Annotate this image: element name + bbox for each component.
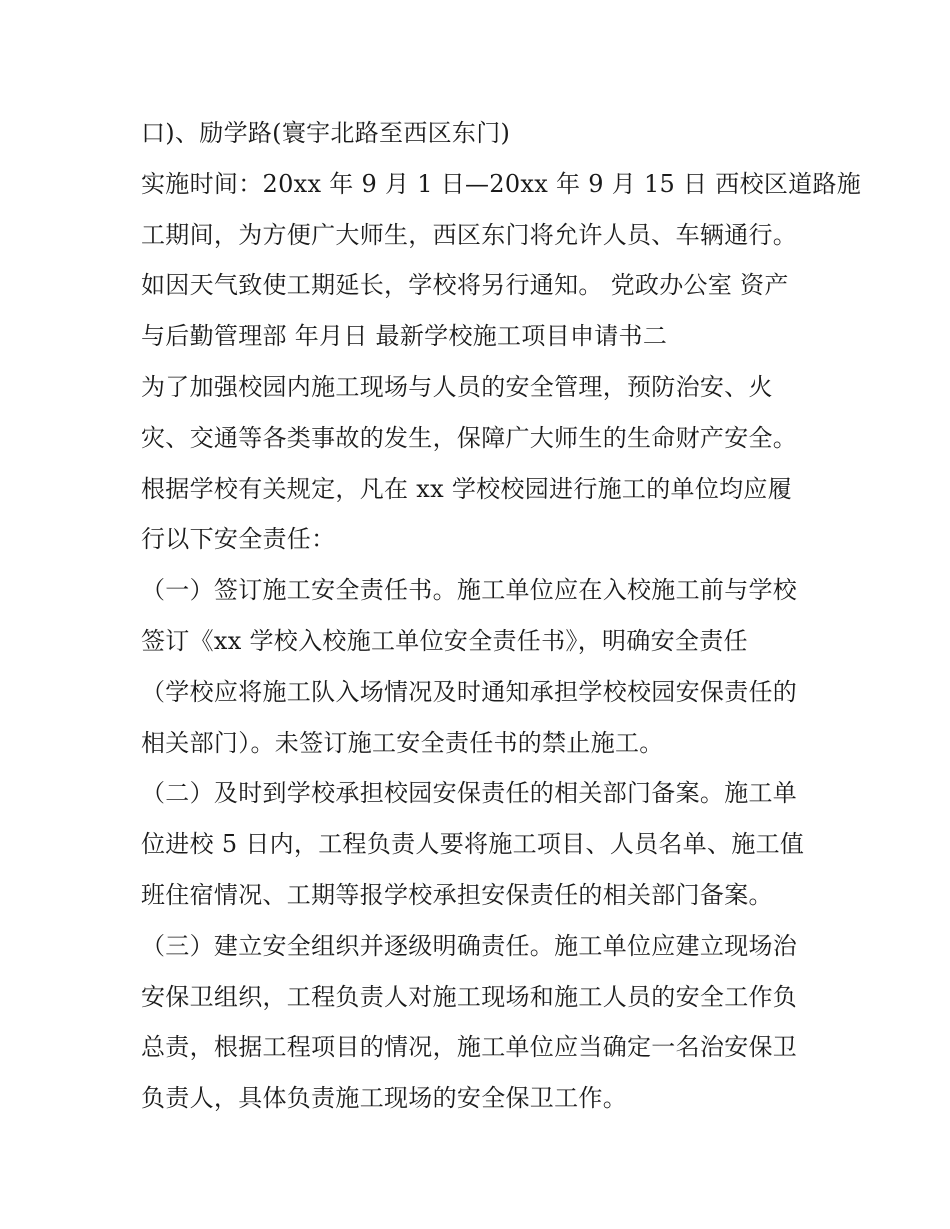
text-line: 负责人，具体负责施工现场的安全保卫工作。 bbox=[141, 1084, 627, 1113]
text-line: 灾、交通等各类事故的发生，保障广大师生的生命财产安全。 bbox=[141, 423, 798, 452]
text-line: 位进校 5 日内，工程负责人要将施工项目、人员名单、施工值 bbox=[141, 830, 805, 859]
text-line: 工期间，为方便广大师生，西区东门将允许人员、车辆通行。 bbox=[141, 220, 798, 249]
text-line: 为了加强校园内施工现场与人员的安全管理，预防治安、火 bbox=[141, 372, 773, 401]
text-line: （二）及时到学校承担校园安保责任的相关部门备案。施工单 bbox=[141, 779, 798, 808]
text-line: 总责，根据工程项目的情况，施工单位应当确定一名治安保卫 bbox=[141, 1033, 798, 1062]
text-line: 安保卫组织，工程负责人对施工现场和施工人员的安全工作负 bbox=[141, 982, 798, 1011]
text-line: 实施时间：20xx 年 9 月 1 日—20xx 年 9 月 15 日 西校区道路施 bbox=[141, 169, 862, 198]
text-line: 班住宿情况、工期等报学校承担安保责任的相关部门备案。 bbox=[141, 880, 773, 909]
text-line: 行以下安全责任： bbox=[141, 525, 336, 554]
text-line: 签订《xx 学校入校施工单位安全责任书》，明确安全责任 bbox=[141, 626, 748, 655]
text-line: 如因天气致使工期延长，学校将另行通知。 党政办公室 资产 bbox=[141, 271, 789, 300]
text-line: 口)、励学路(寰宇北路至西区东门) bbox=[141, 119, 511, 147]
text-line: （一）签订施工安全责任书。施工单位应在入校施工前与学校 bbox=[141, 576, 798, 605]
text-line: （学校应将施工队入场情况及时通知承担学校校园安保责任的 bbox=[141, 677, 798, 706]
text-line: 与后勤管理部 年月日 最新学校施工项目申请书二 bbox=[141, 322, 668, 351]
text-line: 相关部门）。未签订施工安全责任书的禁止施工。 bbox=[141, 728, 664, 757]
text-line: （三）建立安全组织并逐级明确责任。施工单位应建立现场治 bbox=[141, 931, 798, 960]
document-body bbox=[141, 108, 862, 1124]
text-line: 根据学校有关规定，凡在 xx 学校校园进行施工的单位均应履 bbox=[141, 474, 793, 503]
